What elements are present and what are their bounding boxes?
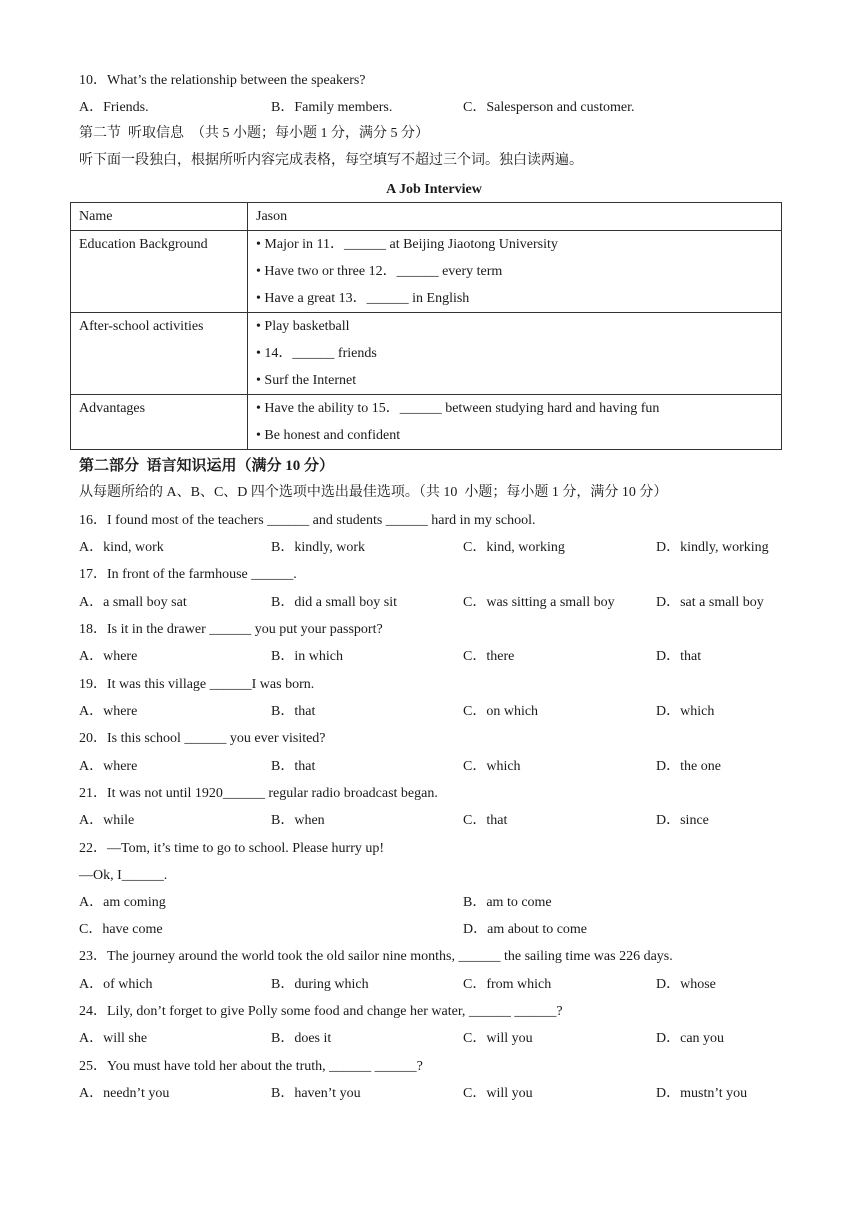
table-row [71, 231, 782, 313]
q24-option-b: B．does it [271, 1031, 332, 1046]
q21-option-a: A．while [79, 813, 135, 828]
q18-option-b: B．in which [271, 649, 343, 664]
q23-option-c: C．from which [463, 977, 552, 992]
q20-option-b: B．that [271, 759, 316, 774]
table-title: A Job Interview [386, 182, 482, 197]
q25-option-b: B．haven’t you [271, 1086, 361, 1101]
question-25-stem: 25．You must have told her about the truth, ______ ______? [79, 1059, 423, 1074]
question-17-stem: 17．In front of the farmhouse ______. [79, 567, 297, 582]
table-content-cell: • Play basketball • 14．______ friends • Surf the Internet [248, 313, 782, 395]
q10-option-a: A．Friends. [79, 100, 149, 115]
question-23-stem: 23．The journey around the world took the old sailor nine months, ______ the sailing time was 226 days. [79, 949, 673, 964]
q22-option-d: D．am about to come [463, 922, 588, 937]
q23-option-d: D．whose [656, 977, 716, 992]
q21-option-c: C．that [463, 813, 508, 828]
q19-option-d: D．which [656, 704, 715, 719]
q16-option-a: A．kind, work [79, 540, 164, 555]
section2-instruction: 听下面一段独白，根据所听内容完成表格，每空填写不超过三个词。独白读两遍。 [79, 153, 583, 168]
q10-option-b: B．Family members. [271, 100, 393, 115]
q16-option-c: C．kind, working [463, 540, 565, 555]
q19-option-b: B．that [271, 704, 316, 719]
question-22-stem: 22．—Tom, it’s time to go to school. Please hurry up! [79, 841, 385, 856]
question-22-reply: —Ok, I______. [79, 868, 168, 883]
q16-option-b: B．kindly, work [271, 540, 365, 555]
q18-option-c: C．there [463, 649, 515, 664]
question-16-stem: 16．I found most of the teachers ______ and students ______ hard in my school. [79, 513, 536, 528]
q10-option-c: C．Salesperson and customer. [463, 100, 635, 115]
q25-option-a: A．needn’t you [79, 1086, 170, 1101]
part2-heading: 第二部分 语言知识运用（满分 10 分） [79, 458, 335, 474]
question-21-stem: 21．It was not until 1920______ regular radio broadcast began. [79, 786, 438, 801]
q18-option-a: A．where [79, 649, 138, 664]
q20-option-c: C．which [463, 759, 521, 774]
table-label-cell: After-school activities [71, 313, 248, 395]
q20-option-d: D．the one [656, 759, 721, 774]
table-row [71, 395, 782, 450]
table-label-cell: Education Background [71, 231, 248, 313]
table-label-cell: Name [71, 203, 248, 231]
question-20-stem: 20．Is this school ______ you ever visited? [79, 731, 326, 746]
q21-option-d: D．since [656, 813, 709, 828]
q19-option-a: A．where [79, 704, 138, 719]
q23-option-a: A．of which [79, 977, 153, 992]
question-19-stem: 19．It was this village ______I was born. [79, 677, 315, 692]
q20-option-a: A．where [79, 759, 138, 774]
q24-option-c: C．will you [463, 1031, 533, 1046]
q19-option-c: C．on which [463, 704, 539, 719]
q16-option-d: D．kindly, working [656, 540, 769, 555]
q17-option-b: B．did a small boy sit [271, 595, 397, 610]
q25-option-c: C．will you [463, 1086, 533, 1101]
q22-option-b: B．am to come [463, 895, 552, 910]
q25-option-d: D．mustn’t you [656, 1086, 748, 1101]
q22-option-a: A．am coming [79, 895, 166, 910]
section2-heading: 第二节 听取信息 （共 5 小题；每小题 1 分，满分 5 分） [79, 126, 429, 141]
question-18-stem: 18．Is it in the drawer ______ you put your passport? [79, 622, 383, 637]
table-row [71, 313, 782, 395]
question-10-stem: 10．What’s the relationship between the speakers? [79, 73, 366, 88]
q18-option-d: D．that [656, 649, 702, 664]
job-interview-table [70, 202, 782, 450]
q17-option-d: D．sat a small boy [656, 595, 764, 610]
table-content-cell: Jason [248, 203, 782, 231]
table-content-cell: • Major in 11．______ at Beijing Jiaotong University • Have two or three 12．______ every term • Have a great 13．______ in English [248, 231, 782, 313]
table-label-cell: Advantages [71, 395, 248, 450]
question-24-stem: 24．Lily, don’t forget to give Polly some food and change her water, ______ ______? [79, 1004, 563, 1019]
table-content-cell: • Have the ability to 15．______ between studying hard and having fun • Be honest and confident [248, 395, 782, 450]
q17-option-a: A．a small boy sat [79, 595, 187, 610]
q17-option-c: C．was sitting a small boy [463, 595, 615, 610]
q22-option-c: C．have come [79, 922, 163, 937]
part2-instruction: 从每题所给的 A、B、C、D 四个选项中选出最佳选项。（共 10 小题；每小题 1 分，满分 10 分） [79, 485, 668, 500]
q21-option-b: B．when [271, 813, 325, 828]
q24-option-a: A．will she [79, 1031, 148, 1046]
table-row [71, 203, 782, 231]
q24-option-d: D．can you [656, 1031, 725, 1046]
q23-option-b: B．during which [271, 977, 369, 992]
